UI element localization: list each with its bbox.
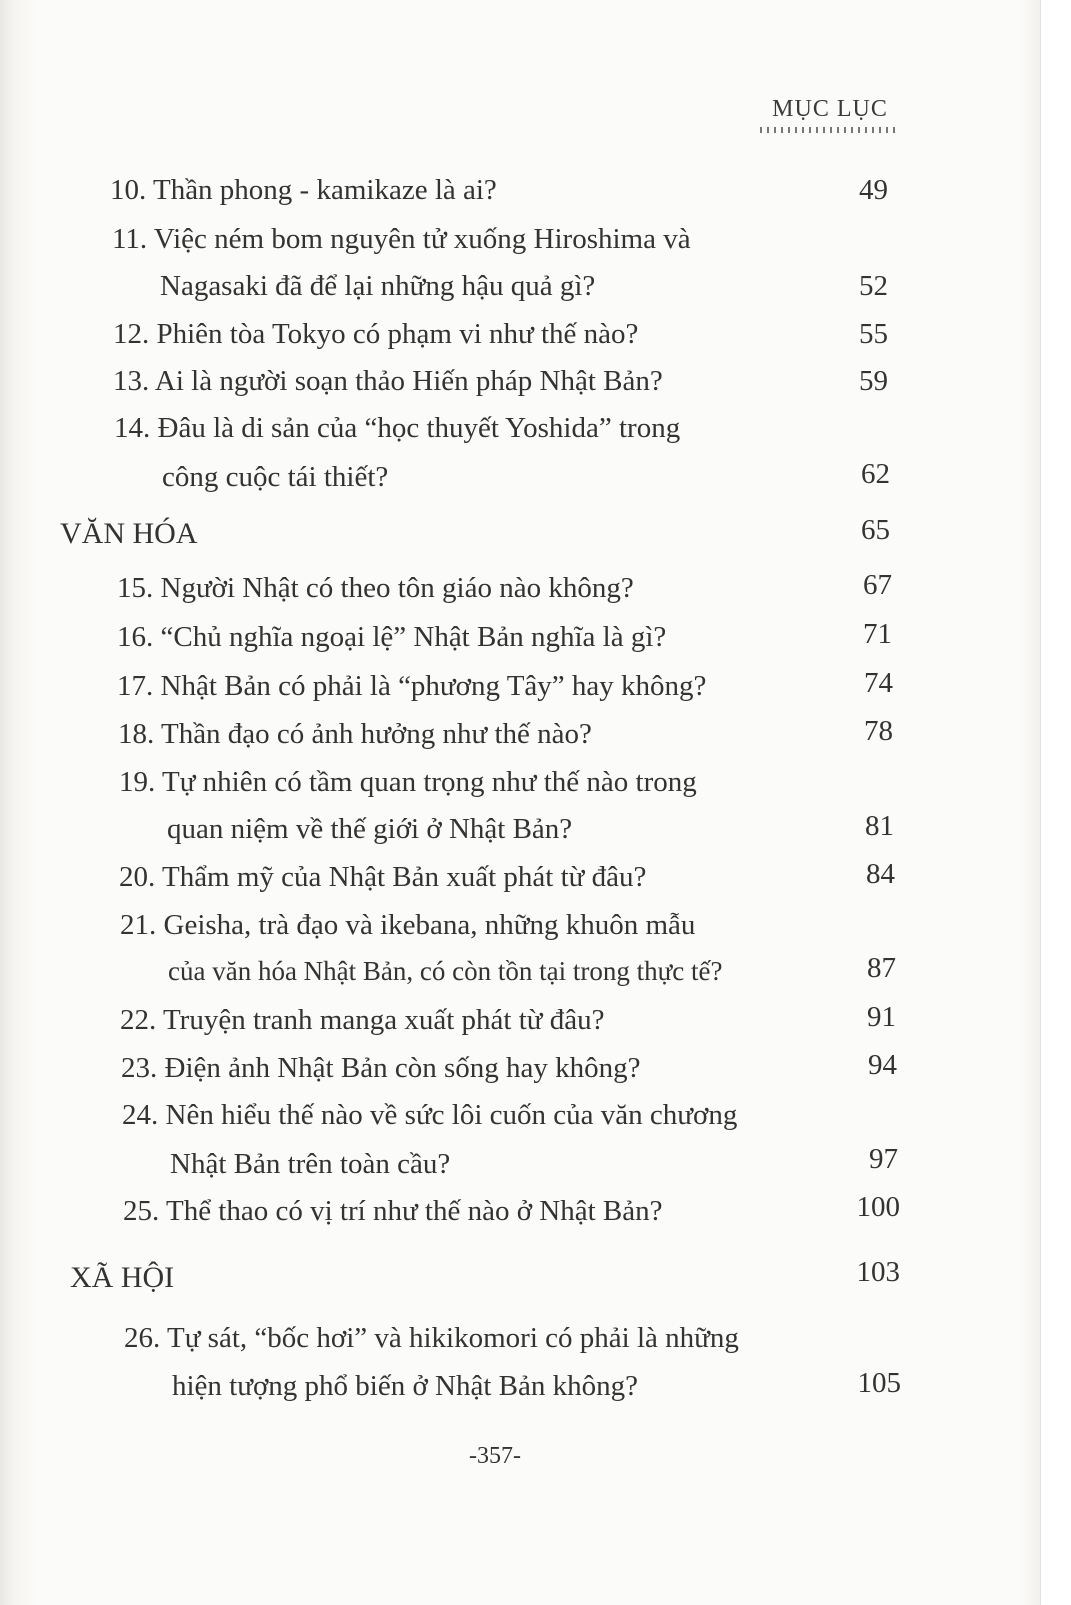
toc-entry-16: 16. “Chủ nghĩa ngoại lệ” Nhật Bản nghĩa là gì?	[117, 621, 667, 653]
toc-page-24: 97	[869, 1143, 898, 1175]
toc-entry-11: 11. Việc ném bom nguyên tử xuống Hiroshima và	[112, 223, 691, 255]
toc-entry-23: 23. Điện ảnh Nhật Bản còn sống hay không?	[121, 1052, 641, 1084]
running-header	[760, 96, 900, 133]
toc-entry-26-cont: hiện tượng phổ biến ở Nhật Bản không?	[172, 1370, 639, 1402]
toc-page-16: 71	[863, 618, 892, 650]
toc-entry-13: 13. Ai là người soạn thảo Hiến pháp Nhật Bản?	[113, 365, 663, 397]
header-title: MỤC LỤC	[772, 96, 888, 122]
toc-page-19: 81	[865, 810, 894, 842]
toc-page-12: 55	[859, 318, 888, 350]
toc-entry-14: 14. Đâu là di sản của “học thuyết Yoshida” trong	[114, 412, 681, 444]
toc-entry-14-cont: công cuộc tái thiết?	[162, 461, 389, 493]
section-page-xa-hoi: 103	[856, 1256, 900, 1288]
toc-page-21: 87	[867, 952, 896, 984]
toc-entry-22: 22. Truyện tranh manga xuất phát từ đâu?	[120, 1004, 605, 1036]
toc-page-23: 94	[868, 1049, 897, 1081]
toc-entry-24: 24. Nên hiểu thế nào về sức lôi cuốn của văn chương	[122, 1099, 738, 1131]
toc-page-15: 67	[863, 569, 892, 601]
toc-page-18: 78	[864, 715, 893, 747]
toc-page-17: 74	[864, 667, 893, 699]
toc-entry-21-cont: của văn hóa Nhật Bản, có còn tồn tại trong thực tế?	[168, 956, 723, 986]
toc-entry-10: 10. Thần phong - kamikaze là ai?	[110, 174, 497, 206]
toc-entry-26: 26. Tự sát, “bốc hơi” và hikikomori có phải là những	[124, 1322, 739, 1354]
toc-page-25: 100	[856, 1191, 900, 1223]
toc-page-14: 62	[861, 458, 890, 490]
page-edge	[1040, 0, 1041, 1605]
toc-page-11: 52	[859, 270, 888, 302]
toc-page-22: 91	[867, 1001, 896, 1033]
toc-entry-24-cont: Nhật Bản trên toàn cầu?	[170, 1148, 451, 1180]
toc-entry-21: 21. Geisha, trà đạo và ikebana, những khuôn mẫu	[120, 909, 696, 941]
toc-page-13: 59	[859, 365, 888, 397]
section-page-van-hoa: 65	[861, 514, 890, 546]
toc-page-20: 84	[866, 858, 895, 890]
toc-page-26: 105	[857, 1367, 901, 1399]
toc-entry-18: 18. Thần đạo có ảnh hưởng như thế nào?	[118, 718, 592, 750]
header-rule	[760, 127, 900, 133]
section-heading-van-hoa: VĂN HÓA	[60, 517, 198, 550]
toc-entry-19: 19. Tự nhiên có tầm quan trọng như thế nào trong	[119, 766, 697, 798]
toc-entry-11-cont: Nagasaki đã để lại những hậu quả gì?	[160, 270, 596, 302]
toc-entry-25: 25. Thể thao có vị trí như thế nào ở Nhật Bản?	[123, 1195, 663, 1227]
section-heading-xa-hoi: XÃ HỘI	[70, 1261, 175, 1294]
toc-entry-12: 12. Phiên tòa Tokyo có phạm vi như thế nào?	[113, 318, 639, 350]
page-number: -357-	[469, 1443, 521, 1469]
toc-page-10: 49	[859, 174, 888, 206]
toc-entry-19-cont: quan niệm về thế giới ở Nhật Bản?	[167, 813, 573, 845]
toc-entry-15: 15. Người Nhật có theo tôn giáo nào không?	[117, 572, 634, 604]
toc-entry-17: 17. Nhật Bản có phải là “phương Tây” hay không?	[117, 670, 707, 702]
toc-entry-20: 20. Thẩm mỹ của Nhật Bản xuất phát từ đâu?	[119, 861, 647, 893]
